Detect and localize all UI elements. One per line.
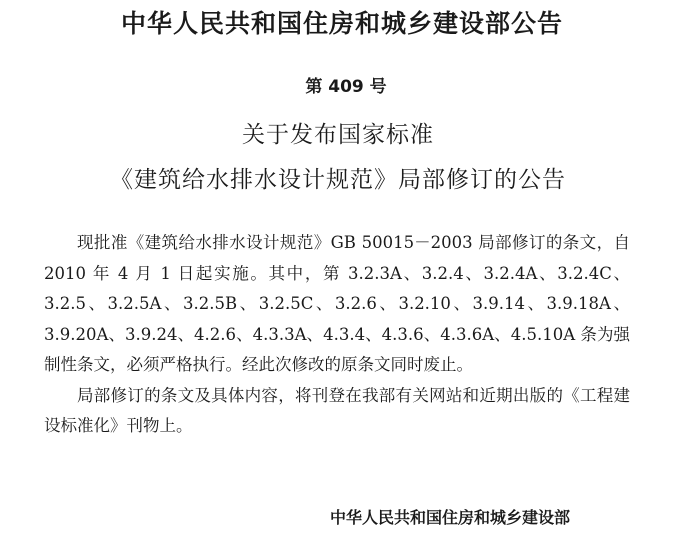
announcement-number: 第 409 号 [305,77,387,97]
issuer-title: 中华人民共和国住房和城乡建设部公告 [120,9,563,38]
announcement-body [44,228,630,442]
subject-line-1: 关于发布国家标准 [242,122,434,148]
body-paragraph-1: 现批准《建筑给水排水设计规范》GB 50015－2003 局部修订的条文，自 2010 年 4 月 1 日起实施。其中，第 3.2.3A、3.2.4、3.2.4A、3.2.4C、3.2.5、3.2.5A、3.2.5B、3.2.5C、3.2.6、3.2.10、3.9.14、3.9.18A、3.9.20A、3.9.24、4.2.6、4.3.3A、4.3.4、4.3.6、4.3.6A、4.5.10A 条为强制性条文，必须严格执行。经此次修改的原条文同时废止。 [44,233,630,374]
issuer-signature: 中华人民共和国住房和城乡建设部 [329,508,570,527]
body-paragraph-2: 局部修订的条文及具体内容，将刊登在我部有关网站和近期出版的《工程建设标准化》刊物上。 [44,385,630,435]
subject-line-2: 《建筑给水排水设计规范》局部修订的公告 [110,167,566,193]
